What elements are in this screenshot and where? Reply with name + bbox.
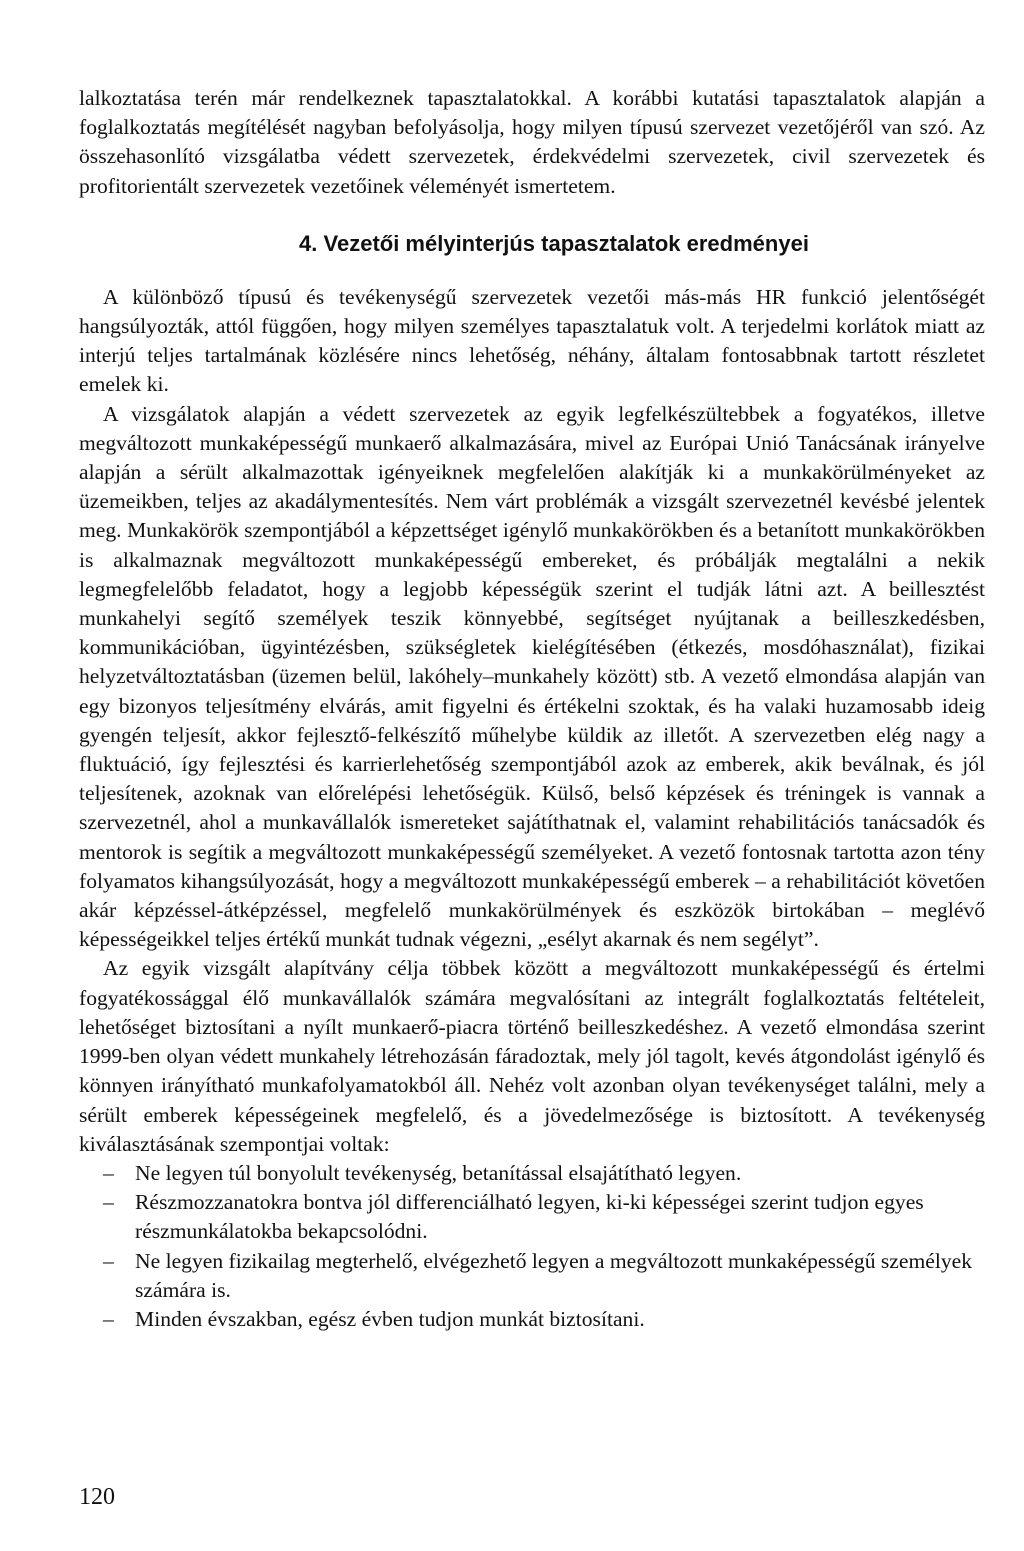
list-item	[79, 1247, 985, 1305]
criteria-list	[79, 1159, 985, 1334]
list-dash: –	[103, 1190, 114, 1215]
list-item-text: Részmozzanatokra bontva jól differenciálható legyen, ki-ki képességei szerint tudjon egyes részmunkálatokba bekapcsolódni.	[135, 1190, 924, 1244]
section-heading: 4. Vezetői mélyinterjús tapasztalatok eredményei	[299, 230, 809, 256]
list-item	[79, 1305, 985, 1334]
list-dash: –	[103, 1306, 114, 1331]
paragraph-protected-organizations: A vizsgálatok alapján a védett szervezetek az egyik legfelkészültebbek a fogyatékos, illetve megváltozott munkaképességű munkaerő alkalmazására, mivel az Európai Unió Tanácsának irányelve alapján a sérült alkalmazottak igényeiknek megfelelően alakítják ki a munkakörülményeket az üzemeikben, teljes az akadálymentesítés. Nem várt problémák a vizsgált szervezetnél kevésbé jelentek meg. Munkakörök szempontjából a képzettséget igénylő munkakörökben és a betanított munkakörökben is alkalmaznak megváltozott munkaképességű embereket, és próbálják megtalálni a nekik legmegfelelőbb feladatot, hogy a legjobb képességük szerint el tudják látni azt. A beillesztést munkahelyi segítő személyek teszik könnyebbé, segítséget nyújtanak a beilleszkedésben, kommunikációban, ügyintézésben, szükségletek kielégítésében (étkezés, mosdóhasználat), fizikai helyzetváltoztatásban (üzemen belül, lakóhely–munkahely között) stb. A vezető elmondása alapján van egy bizonyos teljesítmény elvárás, amit figyelni és értékelni szoktak, és ha valaki huzamosabb ideig gyengén teljesít, akkor fejlesztő-felkészítő műhelybe küldik az illetőt. A szervezetben elég nagy a fluktuáció, így fejlesztési és karrierlehetőség szempontjából azok az emberek, akik beválnak, és jól teljesítenek, azoknak van előrelépési lehetőségük. Külső, belső képzések és tréningek is vannak a szervezetnél, ahol a munkavállalók ismereteket sajátíthatnak el, valamint rehabilitációs tanácsadók és mentorok is segítik a megváltozott munkaképességű személyeket. A vezető fontosnak tartotta azon tény folyamatos kihangsúlyozását, hogy a megváltozott munkaképességű emberek – a rehabilitációt követően akár képzéssel-átképzéssel, megfelelő munkakörülmények és eszközök birtokában – meglévő képességeikkel teljes értékű munkát tudnak végezni, „esélyt akarnak és nem segélyt”.	[79, 401, 985, 952]
page-body	[79, 84, 985, 1334]
list-dash: –	[103, 1248, 114, 1273]
continued-paragraph: lalkoztatása terén már rendelkeznek tapasztalatokkal. A korábbi kutatási tapasztalatok alapján a foglalkoztatás megítélését nagyban befolyásolja, hogy milyen típusú szervezet vezetőjéről van szó. Az összehasonlító vizsgálatba védett szervezetek, érdekvédelmi szervezetek, civil szervezetek és profitorientált szervezetek vezetőinek véleményét ismertetem.	[79, 86, 985, 198]
list-item	[79, 1188, 985, 1246]
page-number: 120	[79, 1484, 115, 1510]
list-item-text: Minden évszakban, egész évben tudjon munkát biztosítani.	[135, 1306, 645, 1331]
list-item-text: Ne legyen túl bonyolult tevékenység, betanítással elsajátítható legyen.	[135, 1160, 742, 1185]
list-dash: –	[103, 1160, 114, 1185]
paragraph-intro: A különböző típusú és tevékenységű szervezetek vezetői más-más HR funkció jelentőségét hangsúlyozták, attól függően, hogy milyen személyes tapasztalatuk volt. A terjedelmi korlátok miatt az interjú teljes tartalmának közlésére nincs lehetőség, néhány, általam fontosabbnak tartott részletet emelek ki.	[79, 284, 985, 397]
list-item	[79, 1159, 985, 1188]
paragraph-foundation: Az egyik vizsgált alapítvány célja többek között a megváltozott munkaképességű és értelmi fogyatékossággal élő munkavállalók számára megvalósítani az integrált foglalkoztatás feltételeit, lehetőséget biztosítani a nyílt munkaerő-piacra történő beilleszkedéshez. A vezető elmondása szerint 1999-ben olyan védett munkahely létrehozásán fáradoztak, mely jól tagolt, kevés átgondolást igénylő és könnyen irányítható munkafolyamatokból áll. Nehéz volt azonban olyan tevékenységet találni, mely a sérült emberek képességeinek megfelelő, és a jövedelmezősége is biztosított. A tevékenység kiválasztásának szempontjai voltak:	[79, 956, 985, 1156]
list-item-text: Ne legyen fizikailag megterhelő, elvégezhető legyen a megváltozott munkaképességű személyek számára is.	[135, 1248, 973, 1302]
